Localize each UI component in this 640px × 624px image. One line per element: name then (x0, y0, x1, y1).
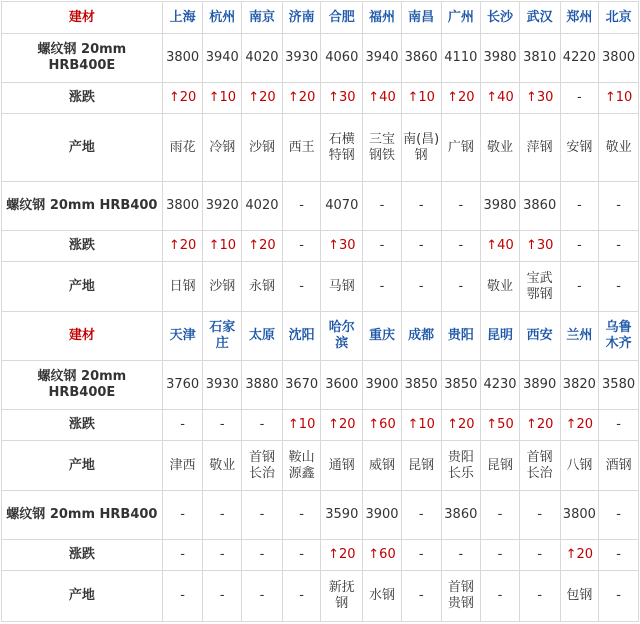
origin-cell: 永钢 (242, 262, 283, 312)
change-cell: ↑30 (321, 83, 363, 114)
origin-cell: - (282, 262, 321, 312)
origin-cell: 沙钢 (203, 262, 242, 312)
change-cell: ↑10 (401, 410, 441, 441)
change-cell: - (401, 231, 441, 262)
origin-cell: 昆钢 (481, 441, 520, 491)
city-header: 南京 (242, 2, 283, 34)
price-cell: 3670 (282, 361, 321, 410)
origin-cell: 八钢 (560, 441, 599, 491)
price-cell: 3800 (599, 34, 639, 83)
city-header: 广州 (441, 2, 481, 34)
price-cell: 3580 (599, 361, 639, 410)
product-label: 螺纹钢 20mm HRB400 (2, 491, 163, 540)
origin-cell: 敬业 (599, 114, 639, 182)
change-row (2, 410, 639, 441)
change-row (2, 231, 639, 262)
price-cell: - (599, 491, 639, 540)
city-header: 昆明 (481, 312, 520, 361)
price-cell: - (363, 182, 402, 231)
change-row (2, 83, 639, 114)
change-cell: - (203, 540, 242, 571)
origin-label: 产地 (2, 262, 163, 312)
price-cell: 3890 (519, 361, 560, 410)
origin-label: 产地 (2, 441, 163, 491)
price-cell: - (481, 491, 520, 540)
price-cell: 3980 (481, 182, 520, 231)
change-cell: - (282, 540, 321, 571)
city-header: 合肥 (321, 2, 363, 34)
price-cell: 3980 (481, 34, 520, 83)
change-cell: - (599, 231, 639, 262)
change-cell: - (242, 410, 283, 441)
price-row (2, 491, 639, 540)
origin-cell: - (242, 571, 283, 622)
steel-price-table (1, 1, 639, 622)
price-cell: 3800 (162, 34, 203, 83)
origin-cell: 沙钢 (242, 114, 283, 182)
origin-cell: - (401, 262, 441, 312)
price-cell: 3920 (203, 182, 242, 231)
origin-cell: - (599, 571, 639, 622)
change-cell: ↑20 (242, 83, 283, 114)
change-cell: ↑20 (282, 83, 321, 114)
origin-row (2, 441, 639, 491)
change-row (2, 540, 639, 571)
origin-cell: 敬业 (481, 262, 520, 312)
change-cell: - (162, 540, 203, 571)
origin-cell: - (481, 571, 520, 622)
price-cell: - (560, 182, 599, 231)
price-cell: 3900 (363, 361, 402, 410)
change-label: 涨跌 (2, 410, 163, 441)
origin-cell: - (363, 262, 402, 312)
price-cell: 4020 (242, 182, 283, 231)
origin-cell: 酒钢 (599, 441, 639, 491)
city-header: 福州 (363, 2, 402, 34)
price-cell: - (162, 491, 203, 540)
change-cell: ↑60 (363, 540, 402, 571)
price-cell: - (519, 491, 560, 540)
price-cell: 3590 (321, 491, 363, 540)
change-cell: ↑40 (481, 83, 520, 114)
change-cell: - (401, 540, 441, 571)
origin-cell: 日钢 (162, 262, 203, 312)
change-label: 涨跌 (2, 540, 163, 571)
city-header: 太原 (242, 312, 283, 361)
origin-cell: 首钢长治 (242, 441, 283, 491)
price-cell: 3800 (162, 182, 203, 231)
origin-cell: - (282, 571, 321, 622)
origin-cell: - (203, 571, 242, 622)
change-cell: ↑20 (162, 83, 203, 114)
price-cell: 4020 (242, 34, 283, 83)
change-cell: ↑10 (282, 410, 321, 441)
change-cell: - (560, 83, 599, 114)
product-label: 螺纹钢 20mm HRB400E (2, 361, 163, 410)
city-header: 成都 (401, 312, 441, 361)
origin-cell: 广钢 (441, 114, 481, 182)
city-header: 长沙 (481, 2, 520, 34)
price-cell: - (599, 182, 639, 231)
origin-cell: 西王 (282, 114, 321, 182)
origin-cell: 贵阳长乐 (441, 441, 481, 491)
origin-cell: 三宝钢铁 (363, 114, 402, 182)
price-cell: - (282, 491, 321, 540)
change-cell: ↑40 (363, 83, 402, 114)
price-cell: - (401, 182, 441, 231)
city-header: 郑州 (560, 2, 599, 34)
change-label: 涨跌 (2, 83, 163, 114)
origin-cell: 敬业 (203, 441, 242, 491)
price-cell: 3930 (282, 34, 321, 83)
price-cell: 4230 (481, 361, 520, 410)
origin-label: 产地 (2, 114, 163, 182)
price-cell: - (242, 491, 283, 540)
price-cell: 3940 (203, 34, 242, 83)
origin-cell: 首钢贵钢 (441, 571, 481, 622)
price-row (2, 34, 639, 83)
product-label: 螺纹钢 20mm HRB400E (2, 34, 163, 83)
price-cell: 3930 (203, 361, 242, 410)
origin-cell: - (162, 571, 203, 622)
change-cell: - (282, 231, 321, 262)
price-cell: 3860 (401, 34, 441, 83)
change-label: 涨跌 (2, 231, 163, 262)
city-header: 贵阳 (441, 312, 481, 361)
change-cell: ↑10 (203, 83, 242, 114)
origin-cell: - (560, 262, 599, 312)
price-cell: 3880 (242, 361, 283, 410)
change-cell: ↑20 (519, 410, 560, 441)
city-header: 石家庄 (203, 312, 242, 361)
price-cell: 3810 (519, 34, 560, 83)
change-cell: ↑60 (363, 410, 402, 441)
origin-cell: 石横特钢 (321, 114, 363, 182)
change-cell: ↑20 (441, 410, 481, 441)
origin-cell: 昆钢 (401, 441, 441, 491)
origin-cell: 马钢 (321, 262, 363, 312)
city-header: 天津 (162, 312, 203, 361)
price-cell: 3900 (363, 491, 402, 540)
change-cell: ↑20 (242, 231, 283, 262)
origin-cell: 南(昌)钢 (401, 114, 441, 182)
price-row (2, 182, 639, 231)
origin-cell: 萍钢 (519, 114, 560, 182)
price-cell: 3800 (560, 491, 599, 540)
origin-cell: 津西 (162, 441, 203, 491)
price-cell: 3850 (401, 361, 441, 410)
origin-cell: 敬业 (481, 114, 520, 182)
table-header-row (2, 2, 639, 34)
origin-cell: - (401, 571, 441, 622)
price-cell: 4070 (321, 182, 363, 231)
price-cell: - (401, 491, 441, 540)
city-header: 杭州 (203, 2, 242, 34)
header-label: 建材 (2, 2, 163, 34)
change-cell: ↑20 (560, 540, 599, 571)
origin-cell: 威钢 (363, 441, 402, 491)
price-cell: - (282, 182, 321, 231)
price-cell: - (203, 491, 242, 540)
price-cell: 3760 (162, 361, 203, 410)
change-cell: ↑10 (401, 83, 441, 114)
origin-row (2, 114, 639, 182)
change-cell: - (519, 540, 560, 571)
change-cell: ↑30 (321, 231, 363, 262)
price-cell: 4060 (321, 34, 363, 83)
price-cell: 4220 (560, 34, 599, 83)
origin-cell: 水钢 (363, 571, 402, 622)
change-cell: ↑20 (321, 410, 363, 441)
city-header: 上海 (162, 2, 203, 34)
city-header: 济南 (282, 2, 321, 34)
origin-cell: 安钢 (560, 114, 599, 182)
header-label: 建材 (2, 312, 163, 361)
change-cell: - (363, 231, 402, 262)
change-cell: - (599, 540, 639, 571)
origin-cell: 冷钢 (203, 114, 242, 182)
city-header: 乌鲁木齐 (599, 312, 639, 361)
change-cell: ↑50 (481, 410, 520, 441)
change-cell: - (481, 540, 520, 571)
city-header: 北京 (599, 2, 639, 34)
change-cell: ↑10 (203, 231, 242, 262)
change-cell: - (203, 410, 242, 441)
city-header: 南昌 (401, 2, 441, 34)
origin-cell: - (441, 262, 481, 312)
change-cell: - (441, 231, 481, 262)
origin-cell: 宝武鄂钢 (519, 262, 560, 312)
change-cell: - (599, 410, 639, 441)
change-cell: - (441, 540, 481, 571)
origin-cell: 包钢 (560, 571, 599, 622)
price-cell: 3860 (441, 491, 481, 540)
city-header: 兰州 (560, 312, 599, 361)
city-header: 沈阳 (282, 312, 321, 361)
change-cell: ↑40 (481, 231, 520, 262)
change-cell: ↑20 (321, 540, 363, 571)
origin-cell: 新抚钢 (321, 571, 363, 622)
origin-cell: 首钢长治 (519, 441, 560, 491)
change-cell: - (560, 231, 599, 262)
origin-cell: 通钢 (321, 441, 363, 491)
city-header: 哈尔滨 (321, 312, 363, 361)
origin-cell: - (599, 262, 639, 312)
price-cell: 3820 (560, 361, 599, 410)
price-cell: 3940 (363, 34, 402, 83)
origin-label: 产地 (2, 571, 163, 622)
origin-row (2, 262, 639, 312)
city-header: 重庆 (363, 312, 402, 361)
city-header: 武汉 (519, 2, 560, 34)
price-cell: 3600 (321, 361, 363, 410)
change-cell: ↑10 (599, 83, 639, 114)
city-header: 西安 (519, 312, 560, 361)
origin-cell: 雨花 (162, 114, 203, 182)
price-cell: - (441, 182, 481, 231)
change-cell: - (242, 540, 283, 571)
change-cell: ↑20 (441, 83, 481, 114)
origin-cell: 鞍山源鑫 (282, 441, 321, 491)
change-cell: - (162, 410, 203, 441)
price-cell: 3860 (519, 182, 560, 231)
origin-cell: - (519, 571, 560, 622)
change-cell: ↑20 (162, 231, 203, 262)
price-cell: 4110 (441, 34, 481, 83)
change-cell: ↑20 (560, 410, 599, 441)
price-cell: 3850 (441, 361, 481, 410)
table-header-row (2, 312, 639, 361)
product-label: 螺纹钢 20mm HRB400 (2, 182, 163, 231)
change-cell: ↑30 (519, 231, 560, 262)
origin-row (2, 571, 639, 622)
price-row (2, 361, 639, 410)
change-cell: ↑30 (519, 83, 560, 114)
